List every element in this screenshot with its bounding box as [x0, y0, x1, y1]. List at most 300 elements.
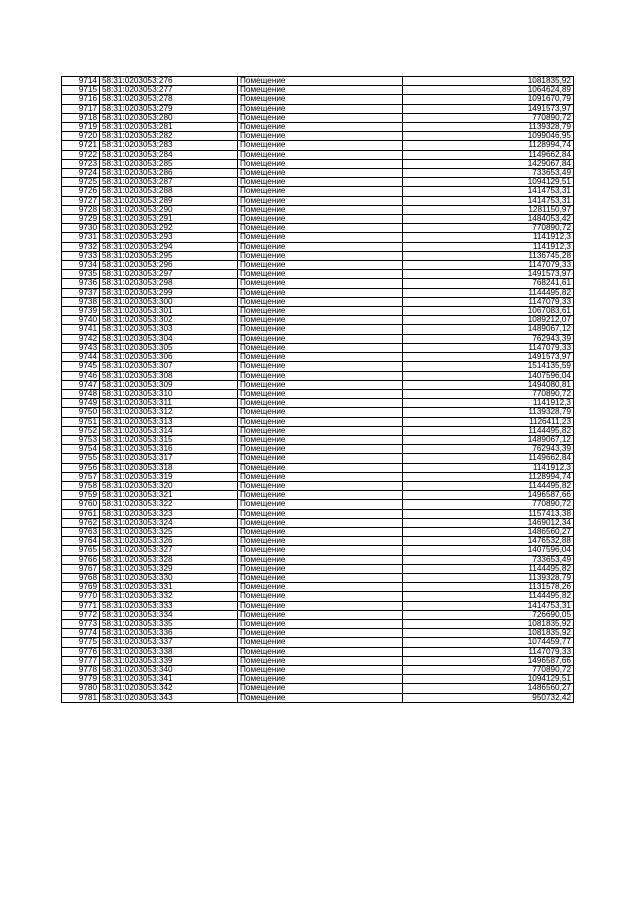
- row-number-cell: 9739: [62, 307, 100, 316]
- object-type-cell: Помещение: [238, 353, 403, 362]
- row-number-cell: 9732: [62, 242, 100, 251]
- row-number-cell: 9741: [62, 325, 100, 334]
- table-row: [62, 95, 574, 104]
- object-type-cell: Помещение: [238, 472, 403, 481]
- object-type-cell: Помещение: [238, 454, 403, 463]
- table-row: [62, 601, 574, 610]
- cadastral-number-cell: 58:31:0203053:287: [100, 178, 238, 187]
- cadastral-number-cell: 58:31:0203053:280: [100, 113, 238, 122]
- object-type-cell: Помещение: [238, 619, 403, 628]
- row-number-cell: 9742: [62, 334, 100, 343]
- cadastral-number-cell: 58:31:0203053:282: [100, 132, 238, 141]
- row-number-cell: 9751: [62, 417, 100, 426]
- cadastral-value-cell: 1147079,33: [403, 647, 574, 656]
- row-number-cell: 9716: [62, 95, 100, 104]
- object-type-cell: Помещение: [238, 316, 403, 325]
- object-type-cell: Помещение: [238, 196, 403, 205]
- cadastral-value-cell: 950732,42: [403, 693, 574, 702]
- row-number-cell: 9760: [62, 500, 100, 509]
- row-number-cell: 9748: [62, 389, 100, 398]
- table-row: [62, 123, 574, 132]
- table-row: [62, 261, 574, 270]
- cadastral-value-cell: 770890,72: [403, 389, 574, 398]
- object-type-cell: Помещение: [238, 132, 403, 141]
- cadastral-number-cell: 58:31:0203053:315: [100, 435, 238, 444]
- cadastral-value-cell: 1139328,79: [403, 408, 574, 417]
- cadastral-value-cell: 1099046,95: [403, 132, 574, 141]
- object-type-cell: Помещение: [238, 426, 403, 435]
- row-number-cell: 9740: [62, 316, 100, 325]
- table-body: [62, 77, 574, 703]
- row-number-cell: 9767: [62, 564, 100, 573]
- cadastral-value-cell: 1496587,66: [403, 656, 574, 665]
- cadastral-value-cell: 1281150,97: [403, 205, 574, 214]
- cadastral-number-cell: 58:31:0203053:305: [100, 343, 238, 352]
- cadastral-value-cell: 1147079,33: [403, 343, 574, 352]
- cadastral-number-cell: 58:31:0203053:291: [100, 215, 238, 224]
- cadastral-value-cell: 1514135,59: [403, 362, 574, 371]
- object-type-cell: Помещение: [238, 343, 403, 352]
- table-row: [62, 141, 574, 150]
- row-number-cell: 9771: [62, 601, 100, 610]
- cadastral-value-cell: 1074459,77: [403, 638, 574, 647]
- cadastral-value-cell: 1094129,51: [403, 178, 574, 187]
- row-number-cell: 9728: [62, 205, 100, 214]
- object-type-cell: Помещение: [238, 629, 403, 638]
- object-type-cell: Помещение: [238, 610, 403, 619]
- cadastral-number-cell: 58:31:0203053:292: [100, 224, 238, 233]
- table-row: [62, 307, 574, 316]
- row-number-cell: 9715: [62, 86, 100, 95]
- cadastral-number-cell: 58:31:0203053:322: [100, 500, 238, 509]
- table-row: [62, 399, 574, 408]
- object-type-cell: Помещение: [238, 666, 403, 675]
- table-row: [62, 233, 574, 242]
- row-number-cell: 9774: [62, 629, 100, 638]
- table-row: [62, 178, 574, 187]
- table-row: [62, 408, 574, 417]
- cadastral-number-cell: 58:31:0203053:325: [100, 527, 238, 536]
- cadastral-value-cell: 1414753,31: [403, 601, 574, 610]
- table-row: [62, 537, 574, 546]
- table-row: [62, 187, 574, 196]
- row-number-cell: 9720: [62, 132, 100, 141]
- object-type-cell: Помещение: [238, 435, 403, 444]
- row-number-cell: 9727: [62, 196, 100, 205]
- cadastral-number-cell: 58:31:0203053:311: [100, 399, 238, 408]
- row-number-cell: 9737: [62, 288, 100, 297]
- cadastral-number-cell: 58:31:0203053:296: [100, 261, 238, 270]
- row-number-cell: 9718: [62, 113, 100, 122]
- cadastral-number-cell: 58:31:0203053:316: [100, 445, 238, 454]
- table-row: [62, 270, 574, 279]
- table-row: [62, 325, 574, 334]
- row-number-cell: 9744: [62, 353, 100, 362]
- cadastral-value-cell: 1469012,34: [403, 518, 574, 527]
- object-type-cell: Помещение: [238, 500, 403, 509]
- cadastral-value-cell: 1081835,92: [403, 619, 574, 628]
- table-row: [62, 132, 574, 141]
- row-number-cell: 9721: [62, 141, 100, 150]
- cadastral-value-cell: 1429067,84: [403, 159, 574, 168]
- cadastral-number-cell: 58:31:0203053:298: [100, 279, 238, 288]
- table-row: [62, 656, 574, 665]
- table-row: [62, 426, 574, 435]
- row-number-cell: 9724: [62, 169, 100, 178]
- object-type-cell: Помещение: [238, 242, 403, 251]
- row-number-cell: 9735: [62, 270, 100, 279]
- row-number-cell: 9756: [62, 463, 100, 472]
- cadastral-number-cell: 58:31:0203053:304: [100, 334, 238, 343]
- table-row: [62, 334, 574, 343]
- cadastral-value-cell: 1136745,28: [403, 251, 574, 260]
- object-type-cell: Помещение: [238, 555, 403, 564]
- cadastral-number-cell: 58:31:0203053:335: [100, 619, 238, 628]
- object-type-cell: Помещение: [238, 233, 403, 242]
- object-type-cell: Помещение: [238, 592, 403, 601]
- cadastral-value-cell: 1489067,12: [403, 325, 574, 334]
- object-type-cell: Помещение: [238, 537, 403, 546]
- row-number-cell: 9773: [62, 619, 100, 628]
- object-type-cell: Помещение: [238, 518, 403, 527]
- table-row: [62, 169, 574, 178]
- table-row: [62, 288, 574, 297]
- cadastral-value-table: [61, 76, 574, 703]
- table-row: [62, 371, 574, 380]
- cadastral-value-cell: 1094129,51: [403, 675, 574, 684]
- cadastral-number-cell: 58:31:0203053:290: [100, 205, 238, 214]
- object-type-cell: Помещение: [238, 371, 403, 380]
- object-type-cell: Помещение: [238, 123, 403, 132]
- row-number-cell: 9730: [62, 224, 100, 233]
- table-row: [62, 196, 574, 205]
- cadastral-number-cell: 58:31:0203053:276: [100, 77, 238, 86]
- cadastral-number-cell: 58:31:0203053:308: [100, 371, 238, 380]
- table-row: [62, 251, 574, 260]
- cadastral-number-cell: 58:31:0203053:319: [100, 472, 238, 481]
- cadastral-value-cell: 726690,05: [403, 610, 574, 619]
- table-row: [62, 445, 574, 454]
- cadastral-number-cell: 58:31:0203053:342: [100, 684, 238, 693]
- cadastral-value-cell: 1131578,26: [403, 583, 574, 592]
- table-row: [62, 353, 574, 362]
- cadastral-value-cell: 762943,39: [403, 334, 574, 343]
- cadastral-value-cell: 1484053,42: [403, 215, 574, 224]
- cadastral-value-cell: 1144495,82: [403, 426, 574, 435]
- cadastral-value-cell: 733653,49: [403, 555, 574, 564]
- row-number-cell: 9764: [62, 537, 100, 546]
- row-number-cell: 9781: [62, 693, 100, 702]
- cadastral-number-cell: 58:31:0203053:339: [100, 656, 238, 665]
- table-row: [62, 215, 574, 224]
- row-number-cell: 9762: [62, 518, 100, 527]
- cadastral-number-cell: 58:31:0203053:277: [100, 86, 238, 95]
- row-number-cell: 9778: [62, 666, 100, 675]
- object-type-cell: Помещение: [238, 684, 403, 693]
- table-row: [62, 113, 574, 122]
- cadastral-value-cell: 1157413,38: [403, 509, 574, 518]
- cadastral-value-cell: 1491573,97: [403, 104, 574, 113]
- cadastral-number-cell: 58:31:0203053:309: [100, 380, 238, 389]
- object-type-cell: Помещение: [238, 546, 403, 555]
- cadastral-value-cell: 733653,49: [403, 169, 574, 178]
- cadastral-value-cell: 1489067,12: [403, 435, 574, 444]
- cadastral-number-cell: 58:31:0203053:302: [100, 316, 238, 325]
- cadastral-number-cell: 58:31:0203053:303: [100, 325, 238, 334]
- table-row: [62, 86, 574, 95]
- cadastral-number-cell: 58:31:0203053:326: [100, 537, 238, 546]
- cadastral-number-cell: 58:31:0203053:321: [100, 491, 238, 500]
- object-type-cell: Помещение: [238, 169, 403, 178]
- object-type-cell: Помещение: [238, 481, 403, 490]
- cadastral-number-cell: 58:31:0203053:301: [100, 307, 238, 316]
- cadastral-number-cell: 58:31:0203053:334: [100, 610, 238, 619]
- cadastral-number-cell: 58:31:0203053:294: [100, 242, 238, 251]
- cadastral-number-cell: 58:31:0203053:300: [100, 297, 238, 306]
- cadastral-value-cell: 1144495,82: [403, 481, 574, 490]
- cadastral-number-cell: 58:31:0203053:283: [100, 141, 238, 150]
- row-number-cell: 9770: [62, 592, 100, 601]
- table-row: [62, 435, 574, 444]
- row-number-cell: 9734: [62, 261, 100, 270]
- table-row: [62, 491, 574, 500]
- cadastral-value-cell: 768241,61: [403, 279, 574, 288]
- cadastral-number-cell: 58:31:0203053:314: [100, 426, 238, 435]
- cadastral-number-cell: 58:31:0203053:330: [100, 573, 238, 582]
- cadastral-number-cell: 58:31:0203053:278: [100, 95, 238, 104]
- row-number-cell: 9743: [62, 343, 100, 352]
- cadastral-number-cell: 58:31:0203053:313: [100, 417, 238, 426]
- cadastral-value-cell: 1141912,3: [403, 463, 574, 472]
- row-number-cell: 9736: [62, 279, 100, 288]
- row-number-cell: 9776: [62, 647, 100, 656]
- object-type-cell: Помещение: [238, 141, 403, 150]
- table-row: [62, 500, 574, 509]
- row-number-cell: 9738: [62, 297, 100, 306]
- cadastral-number-cell: 58:31:0203053:285: [100, 159, 238, 168]
- object-type-cell: Помещение: [238, 491, 403, 500]
- object-type-cell: Помещение: [238, 527, 403, 536]
- object-type-cell: Помещение: [238, 583, 403, 592]
- object-type-cell: Помещение: [238, 647, 403, 656]
- cadastral-number-cell: 58:31:0203053:279: [100, 104, 238, 113]
- table-row: [62, 629, 574, 638]
- table-row: [62, 463, 574, 472]
- table-row: [62, 684, 574, 693]
- object-type-cell: Помещение: [238, 399, 403, 408]
- cadastral-value-cell: 1141912,3: [403, 242, 574, 251]
- cadastral-number-cell: 58:31:0203053:343: [100, 693, 238, 702]
- table-row: [62, 555, 574, 564]
- table-row: [62, 675, 574, 684]
- object-type-cell: Помещение: [238, 297, 403, 306]
- cadastral-value-cell: 1141912,3: [403, 233, 574, 242]
- cadastral-number-cell: 58:31:0203053:289: [100, 196, 238, 205]
- object-type-cell: Помещение: [238, 509, 403, 518]
- table-row: [62, 417, 574, 426]
- cadastral-value-cell: 1476532,88: [403, 537, 574, 546]
- cadastral-number-cell: 58:31:0203053:310: [100, 389, 238, 398]
- cadastral-value-cell: 1149662,84: [403, 150, 574, 159]
- cadastral-value-cell: 1407596,04: [403, 371, 574, 380]
- object-type-cell: Помещение: [238, 224, 403, 233]
- object-type-cell: Помещение: [238, 638, 403, 647]
- row-number-cell: 9766: [62, 555, 100, 564]
- object-type-cell: Помещение: [238, 288, 403, 297]
- object-type-cell: Помещение: [238, 325, 403, 334]
- object-type-cell: Помещение: [238, 187, 403, 196]
- row-number-cell: 9733: [62, 251, 100, 260]
- cadastral-number-cell: 58:31:0203053:327: [100, 546, 238, 555]
- table-row: [62, 564, 574, 573]
- row-number-cell: 9777: [62, 656, 100, 665]
- object-type-cell: Помещение: [238, 86, 403, 95]
- row-number-cell: 9726: [62, 187, 100, 196]
- cadastral-number-cell: 58:31:0203053:328: [100, 555, 238, 564]
- table-row: [62, 454, 574, 463]
- row-number-cell: 9769: [62, 583, 100, 592]
- table-row: [62, 362, 574, 371]
- object-type-cell: Помещение: [238, 113, 403, 122]
- cadastral-number-cell: 58:31:0203053:293: [100, 233, 238, 242]
- object-type-cell: Помещение: [238, 104, 403, 113]
- cadastral-number-cell: 58:31:0203053:340: [100, 666, 238, 675]
- object-type-cell: Помещение: [238, 693, 403, 702]
- cadastral-value-cell: 1081835,92: [403, 629, 574, 638]
- cadastral-number-cell: 58:31:0203053:284: [100, 150, 238, 159]
- table-row: [62, 693, 574, 702]
- row-number-cell: 9759: [62, 491, 100, 500]
- object-type-cell: Помещение: [238, 656, 403, 665]
- table-row: [62, 518, 574, 527]
- object-type-cell: Помещение: [238, 77, 403, 86]
- cadastral-number-cell: 58:31:0203053:306: [100, 353, 238, 362]
- table-row: [62, 205, 574, 214]
- cadastral-number-cell: 58:31:0203053:332: [100, 592, 238, 601]
- cadastral-number-cell: 58:31:0203053:286: [100, 169, 238, 178]
- cadastral-number-cell: 58:31:0203053:341: [100, 675, 238, 684]
- object-type-cell: Помещение: [238, 417, 403, 426]
- row-number-cell: 9775: [62, 638, 100, 647]
- table-row: [62, 592, 574, 601]
- object-type-cell: Помещение: [238, 150, 403, 159]
- object-type-cell: Помещение: [238, 261, 403, 270]
- cadastral-number-cell: 58:31:0203053:318: [100, 463, 238, 472]
- row-number-cell: 9753: [62, 435, 100, 444]
- row-number-cell: 9761: [62, 509, 100, 518]
- cadastral-value-cell: 1414753,31: [403, 187, 574, 196]
- cadastral-number-cell: 58:31:0203053:312: [100, 408, 238, 417]
- row-number-cell: 9763: [62, 527, 100, 536]
- cadastral-number-cell: 58:31:0203053:331: [100, 583, 238, 592]
- object-type-cell: Помещение: [238, 380, 403, 389]
- table-row: [62, 481, 574, 490]
- cadastral-number-cell: 58:31:0203053:329: [100, 564, 238, 573]
- table-row: [62, 573, 574, 582]
- row-number-cell: 9755: [62, 454, 100, 463]
- row-number-cell: 9779: [62, 675, 100, 684]
- object-type-cell: Помещение: [238, 463, 403, 472]
- cadastral-value-cell: 1496587,66: [403, 491, 574, 500]
- table-row: [62, 242, 574, 251]
- cadastral-value-cell: 1144495,82: [403, 564, 574, 573]
- object-type-cell: Помещение: [238, 601, 403, 610]
- cadastral-value-cell: 1081835,92: [403, 77, 574, 86]
- row-number-cell: 9745: [62, 362, 100, 371]
- row-number-cell: 9768: [62, 573, 100, 582]
- cadastral-value-cell: 762943,39: [403, 445, 574, 454]
- row-number-cell: 9749: [62, 399, 100, 408]
- row-number-cell: 9754: [62, 445, 100, 454]
- row-number-cell: 9717: [62, 104, 100, 113]
- cadastral-number-cell: 58:31:0203053:324: [100, 518, 238, 527]
- table-row: [62, 610, 574, 619]
- cadastral-value-cell: 1139328,79: [403, 123, 574, 132]
- object-type-cell: Помещение: [238, 445, 403, 454]
- row-number-cell: 9723: [62, 159, 100, 168]
- cadastral-value-cell: 770890,72: [403, 500, 574, 509]
- cadastral-value-cell: 1491573,97: [403, 270, 574, 279]
- cadastral-value-cell: 1126411,23: [403, 417, 574, 426]
- cadastral-value-cell: 1144495,82: [403, 592, 574, 601]
- object-type-cell: Помещение: [238, 307, 403, 316]
- cadastral-number-cell: 58:31:0203053:299: [100, 288, 238, 297]
- cadastral-value-cell: 1486560,27: [403, 684, 574, 693]
- object-type-cell: Помещение: [238, 205, 403, 214]
- cadastral-number-cell: 58:31:0203053:338: [100, 647, 238, 656]
- table-row: [62, 527, 574, 536]
- object-type-cell: Помещение: [238, 251, 403, 260]
- cadastral-value-cell: 770890,72: [403, 224, 574, 233]
- object-type-cell: Помещение: [238, 215, 403, 224]
- table-row: [62, 619, 574, 628]
- cadastral-value-cell: 1067083,61: [403, 307, 574, 316]
- cadastral-value-cell: 1141912,3: [403, 399, 574, 408]
- table-row: [62, 159, 574, 168]
- cadastral-number-cell: 58:31:0203053:297: [100, 270, 238, 279]
- cadastral-value-cell: 1414753,31: [403, 196, 574, 205]
- row-number-cell: 9752: [62, 426, 100, 435]
- cadastral-number-cell: 58:31:0203053:323: [100, 509, 238, 518]
- table-row: [62, 472, 574, 481]
- row-number-cell: 9780: [62, 684, 100, 693]
- object-type-cell: Помещение: [238, 408, 403, 417]
- table-row: [62, 509, 574, 518]
- cadastral-number-cell: 58:31:0203053:320: [100, 481, 238, 490]
- table-row: [62, 279, 574, 288]
- table-row: [62, 343, 574, 352]
- cadastral-value-cell: 1091670,79: [403, 95, 574, 104]
- row-number-cell: 9722: [62, 150, 100, 159]
- table-row: [62, 583, 574, 592]
- table-row: [62, 389, 574, 398]
- cadastral-number-cell: 58:31:0203053:336: [100, 629, 238, 638]
- cadastral-value-cell: 1128994,74: [403, 472, 574, 481]
- table-row: [62, 647, 574, 656]
- row-number-cell: 9725: [62, 178, 100, 187]
- row-number-cell: 9758: [62, 481, 100, 490]
- cadastral-value-cell: 1128994,74: [403, 141, 574, 150]
- object-type-cell: Помещение: [238, 159, 403, 168]
- row-number-cell: 9757: [62, 472, 100, 481]
- cadastral-value-cell: 1064624,89: [403, 86, 574, 95]
- cadastral-number-cell: 58:31:0203053:288: [100, 187, 238, 196]
- row-number-cell: 9765: [62, 546, 100, 555]
- cadastral-value-cell: 770890,72: [403, 113, 574, 122]
- table-row: [62, 77, 574, 86]
- cadastral-value-cell: 1407596,04: [403, 546, 574, 555]
- object-type-cell: Помещение: [238, 334, 403, 343]
